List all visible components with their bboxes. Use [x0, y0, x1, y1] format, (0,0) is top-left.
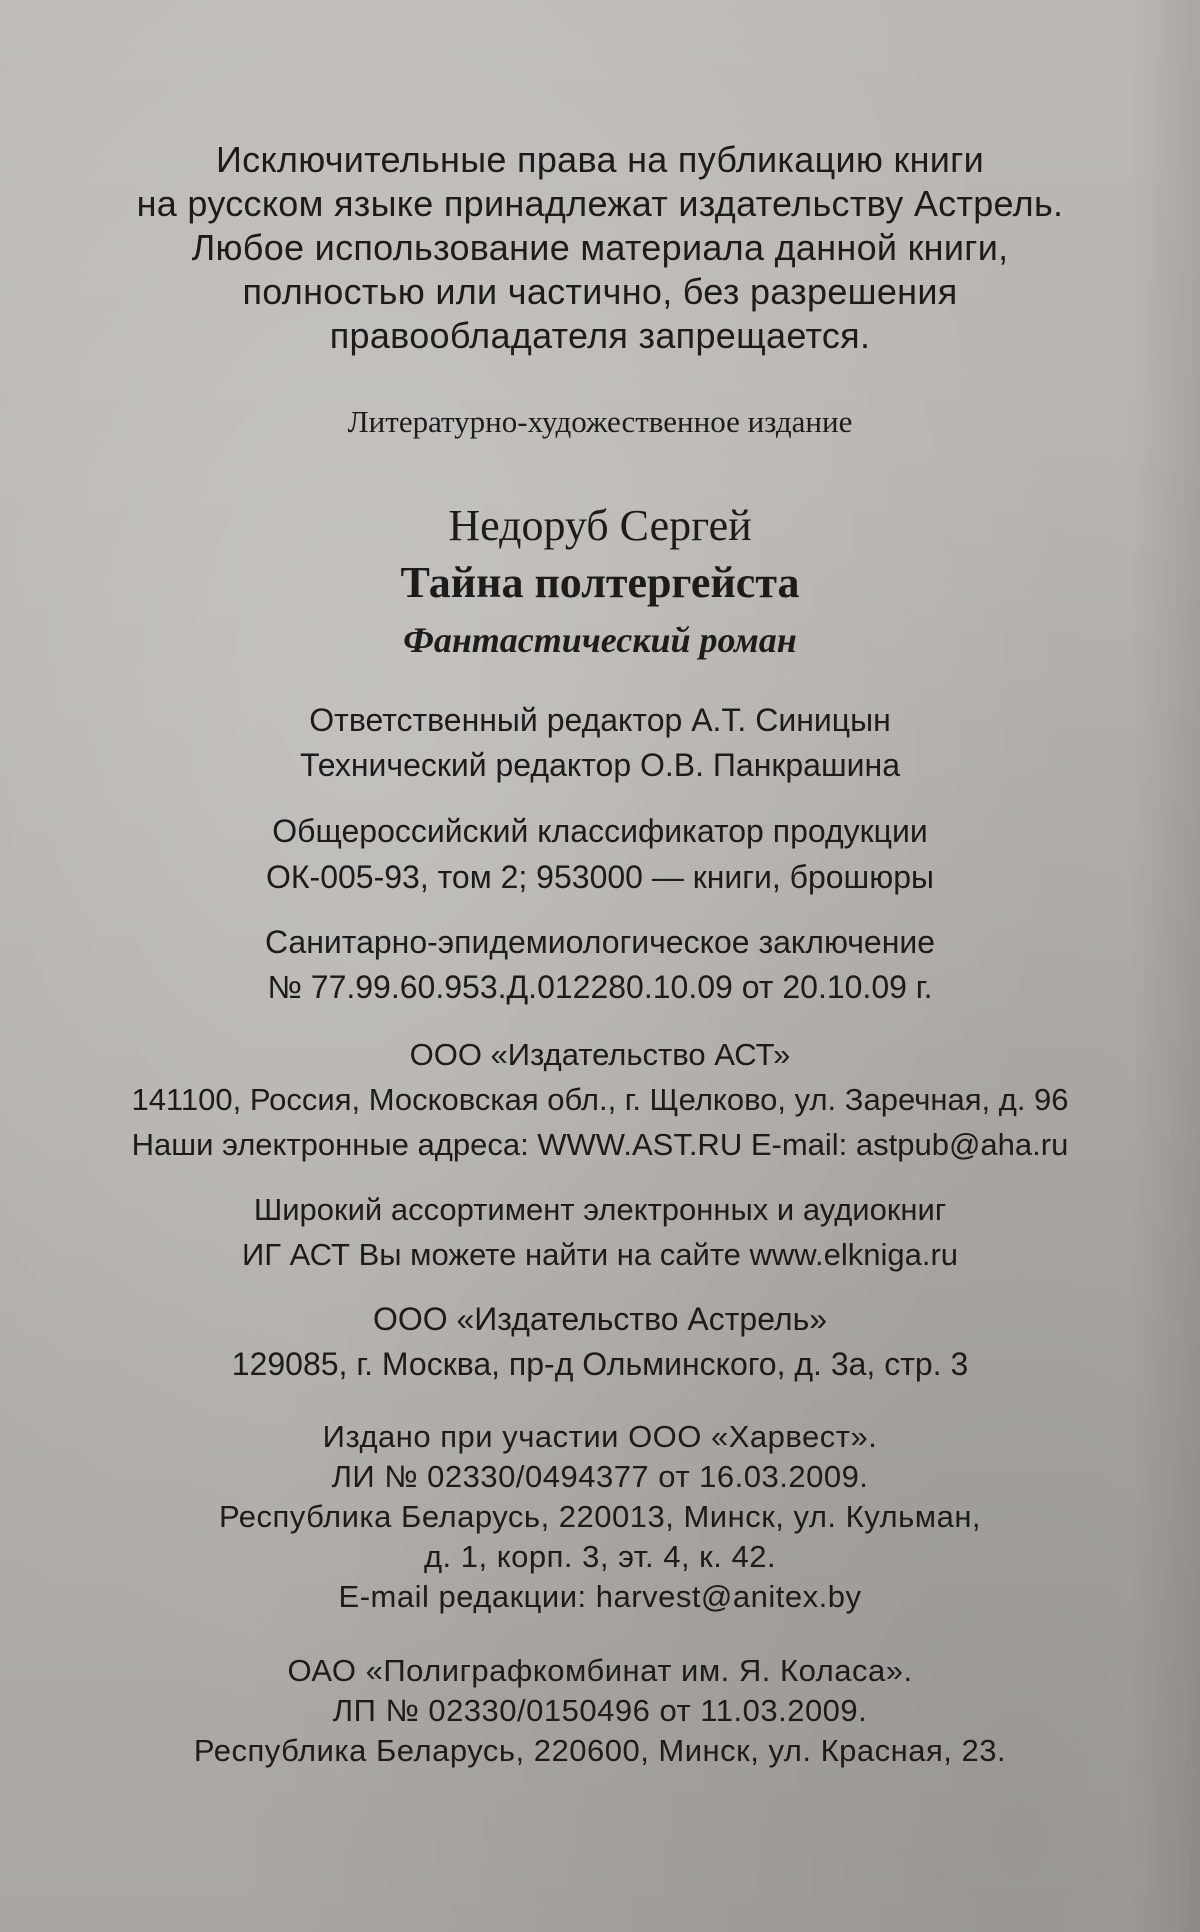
- technical-editor: Технический редактор О.В. Панкрашина: [300, 747, 900, 783]
- publisher-astrel-name: ООО «Издательство Астрель»: [372, 1301, 828, 1337]
- genre-label: [0, 402, 1200, 442]
- harvest-line: д. 1, корп. 3, эт. 4, к. 42.: [423, 1539, 777, 1574]
- responsible-editor: Ответственный редактор А.Т. Синицын: [309, 702, 891, 738]
- publisher-astrel-address: 129085, г. Москва, пр-д Ольминского, д. 3а, стр. 3: [231, 1346, 969, 1382]
- rights-notice: [0, 138, 1200, 358]
- subtitle-text: Фантастический роман: [403, 620, 797, 660]
- ebooks-line: ИГ АСТ Вы можете найти на сайте www.elkniga.ru: [241, 1237, 959, 1272]
- book-subtitle: [0, 616, 1200, 664]
- printer-line: Республика Беларусь, 220600, Минск, ул. Красная, 23.: [193, 1733, 1007, 1768]
- author-name: Недоруб Сергей: [448, 501, 752, 550]
- harvest-line: E-mail редакции: harvest@anitex.by: [338, 1579, 862, 1614]
- book-author: [0, 500, 1200, 552]
- harvest-line: Издано при участии ООО «Харвест».: [322, 1419, 878, 1454]
- publisher-ast-block: [0, 1032, 1200, 1167]
- ebooks-block: [0, 1187, 1200, 1277]
- harvest-block: [0, 1417, 1200, 1617]
- publisher-ast-contacts: Наши электронные адреса: WWW.AST.RU E-mail: astpub@aha.ru: [131, 1127, 1069, 1162]
- title-text: Тайна полтергейста: [400, 558, 800, 607]
- genre-text: Литературно-художественное издание: [347, 404, 853, 439]
- harvest-line: ЛИ № 02330/0494377 от 16.03.2009.: [331, 1459, 869, 1494]
- publisher-ast-name: ООО «Издательство АСТ»: [409, 1037, 791, 1072]
- rights-notice-line: полностью или частично, без разрешения: [242, 271, 958, 312]
- book-title: [0, 556, 1200, 610]
- classifier-line: Общероссийский классификатор продукции: [272, 813, 928, 849]
- publisher-astrel-block: [0, 1297, 1200, 1387]
- rights-notice-line: Исключительные права на публикацию книги: [215, 139, 985, 180]
- sanitary-block: [0, 920, 1200, 1010]
- rights-notice-line: правообладателя запрещается.: [329, 315, 871, 356]
- sanitary-line: № 77.99.60.953.Д.012280.10.09 от 20.10.09 г.: [267, 969, 933, 1005]
- rights-notice-line: на русском языке принадлежат издательству Астрель.: [136, 183, 1064, 224]
- printer-line: ЛП № 02330/0150496 от 11.03.2009.: [332, 1693, 868, 1728]
- printer-block: [0, 1651, 1200, 1771]
- editors-block: [0, 698, 1200, 788]
- rights-notice-line: Любое использование материала данной книги,: [191, 227, 1009, 268]
- ebooks-line: Широкий ассортимент электронных и аудиокниг: [253, 1192, 947, 1227]
- sanitary-line: Санитарно-эпидемиологическое заключение: [264, 924, 936, 960]
- publisher-ast-address: 141100, Россия, Московская обл., г. Щелково, ул. Заречная, д. 96: [131, 1082, 1069, 1117]
- classifier-block: [0, 808, 1200, 900]
- page-edge-shadow: [1130, 0, 1200, 1932]
- printer-line: ОАО «Полиграфкомбинат им. Я. Коласа».: [287, 1653, 913, 1688]
- classifier-line: ОК-005-93, том 2; 953000 — книги, брошюры: [266, 859, 934, 895]
- harvest-line: Республика Беларусь, 220013, Минск, ул. Кульман,: [218, 1499, 982, 1534]
